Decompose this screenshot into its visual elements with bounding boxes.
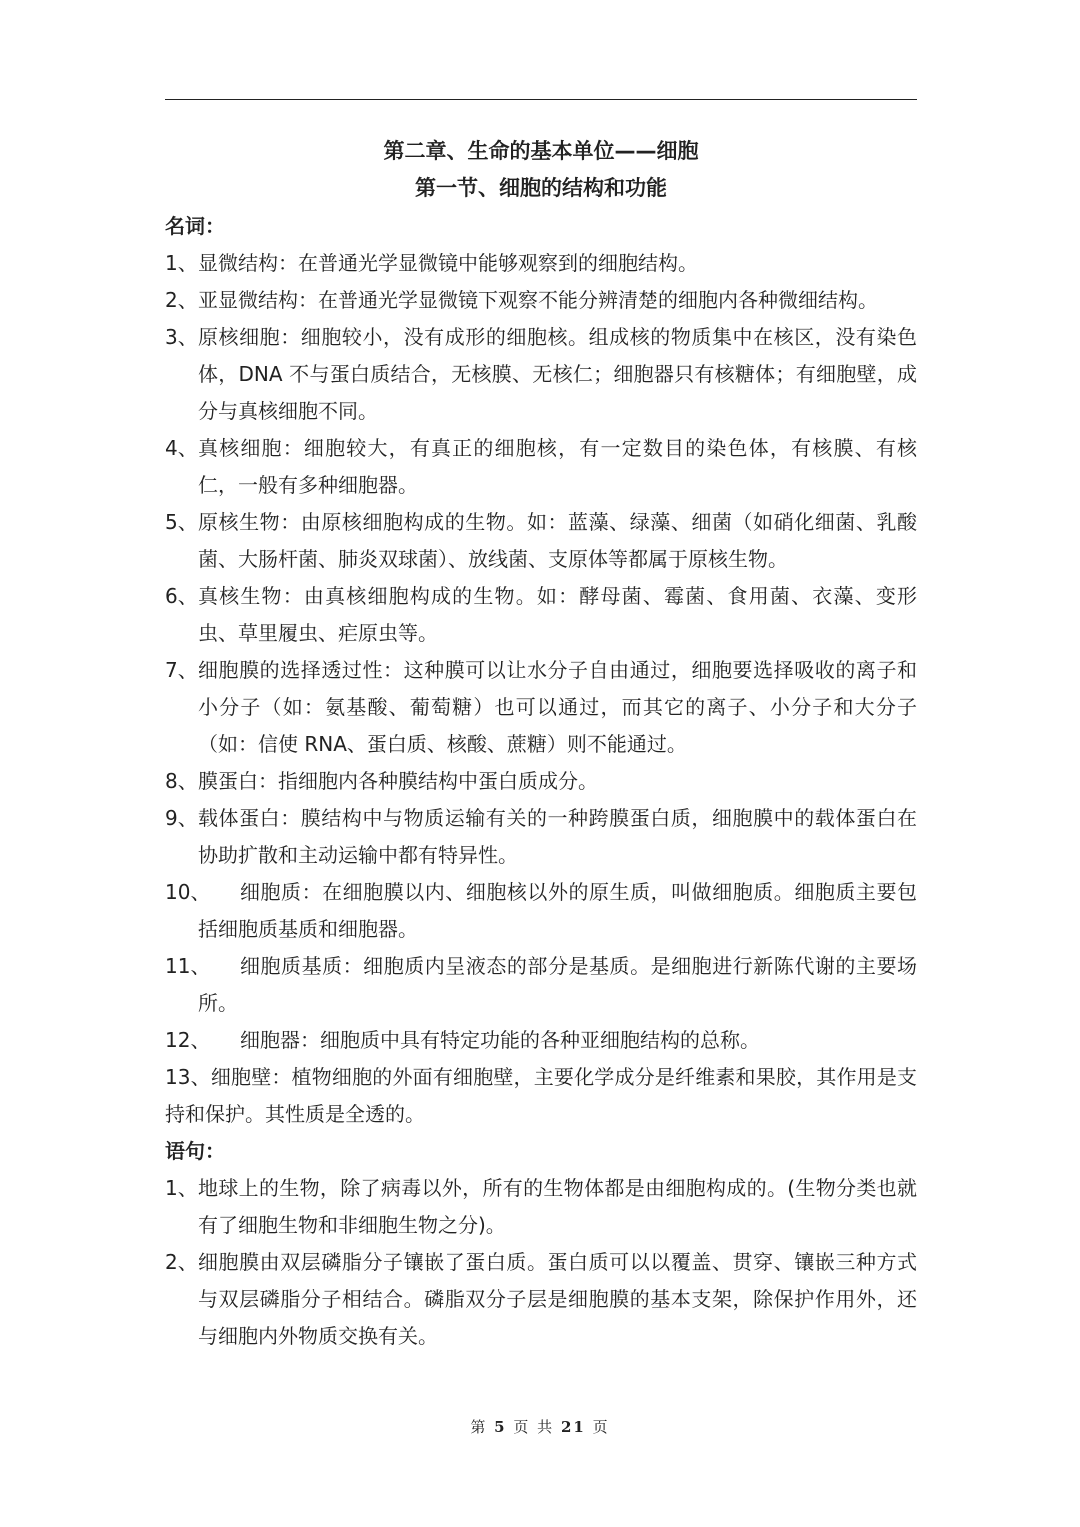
term-item xyxy=(165,282,917,319)
term-item xyxy=(165,874,917,948)
item-number: 4、 xyxy=(165,436,198,460)
item-text: 细胞质基质：细胞质内呈液态的部分是基质。是细胞进行新陈代谢的主要场所。 xyxy=(198,954,917,1015)
term-item xyxy=(165,578,917,652)
item-number: 6、 xyxy=(165,584,198,608)
sentence-item xyxy=(165,1244,917,1355)
term-item xyxy=(165,245,917,282)
item-text: 地球上的生物，除了病毒以外，所有的生物体都是由细胞构成的。(生物分类也就有了细胞生物和非细胞生物之分)。 xyxy=(198,1176,917,1237)
item-number: 8、 xyxy=(165,769,198,793)
item-text: 原核生物：由原核细胞构成的生物。如：蓝藻、绿藻、细菌（如硝化细菌、乳酸菌、大肠杆菌、肺炎双球菌）、放线菌、支原体等都属于原核生物。 xyxy=(198,510,917,571)
item-text: 真核生物：由真核细胞构成的生物。如：酵母菌、霉菌、食用菌、衣藻、变形虫、草里履虫、疟原虫等。 xyxy=(198,584,917,645)
item-number: 9、 xyxy=(165,806,198,830)
item-text: 真核细胞：细胞较大，有真正的细胞核，有一定数目的染色体，有核膜、有核仁，一般有多种细胞器。 xyxy=(198,436,917,497)
terms-heading: 名词： xyxy=(165,214,225,238)
document-body xyxy=(165,208,917,1355)
term-item xyxy=(165,1022,917,1059)
term-item xyxy=(165,504,917,578)
item-text: 细胞器：细胞质中具有特定功能的各种亚细胞结构的总称。 xyxy=(240,1028,760,1052)
term-item xyxy=(165,430,917,504)
item-text: 显微结构：在普通光学显微镜中能够观察到的细胞结构。 xyxy=(198,251,698,275)
item-number: 13、 xyxy=(165,1065,211,1089)
footer-prefix: 第 xyxy=(470,1418,488,1436)
term-item xyxy=(165,763,917,800)
sentences-heading: 语句： xyxy=(165,1139,225,1163)
item-text: 载体蛋白：膜结构中与物质运输有关的一种跨膜蛋白质，细胞膜中的载体蛋白在协助扩散和主动运输中都有特异性。 xyxy=(198,806,917,867)
footer-middle: 页 共 xyxy=(513,1418,555,1436)
term-item xyxy=(165,1059,917,1133)
footer-suffix: 页 xyxy=(592,1418,610,1436)
item-number: 1、 xyxy=(165,1176,198,1200)
term-item xyxy=(165,948,917,1022)
sentence-item xyxy=(165,1170,917,1244)
header-rule xyxy=(165,99,917,100)
item-number: 5、 xyxy=(165,510,198,534)
term-item xyxy=(165,319,917,430)
item-number: 2、 xyxy=(165,288,198,312)
item-number: 11、 xyxy=(165,954,211,978)
item-text: 细胞膜由双层磷脂分子镶嵌了蛋白质。蛋白质可以以覆盖、贯穿、镶嵌三种方式与双层磷脂分子相结合。磷脂双分子层是细胞膜的基本支架，除保护作用外，还与细胞内外物质交换有关。 xyxy=(198,1250,917,1348)
item-text: 原核细胞：细胞较小，没有成形的细胞核。组成核的物质集中在核区，没有染色体，DNA 不与蛋白质结合，无核膜、无核仁；细胞器只有核糖体；有细胞壁，成分与真核细胞不同。 xyxy=(198,325,917,423)
item-number: 3、 xyxy=(165,325,198,349)
item-text: 亚显微结构：在普通光学显微镜下观察不能分辨清楚的细胞内各种微细结构。 xyxy=(198,288,878,312)
page-number: 5 xyxy=(494,1418,507,1436)
page-total: 21 xyxy=(560,1418,586,1436)
item-number: 12、 xyxy=(165,1028,211,1052)
section-title: 第一节、细胞的结构和功能 xyxy=(415,176,667,200)
item-text: 细胞壁：植物细胞的外面有细胞壁，主要化学成分是纤维素和果胶，其作用是支持和保护。其性质是全透的。 xyxy=(165,1065,918,1126)
item-number: 1、 xyxy=(165,251,198,275)
page-footer xyxy=(0,1416,1080,1437)
item-text: 膜蛋白：指细胞内各种膜结构中蛋白质成分。 xyxy=(198,769,598,793)
item-text: 细胞质：在细胞膜以内、细胞核以外的原生质，叫做细胞质。细胞质主要包括细胞质基质和细胞器。 xyxy=(198,880,917,941)
item-number: 7、 xyxy=(165,658,198,682)
term-item xyxy=(165,800,917,874)
term-item xyxy=(165,652,917,763)
item-number: 2、 xyxy=(165,1250,198,1274)
item-text: 细胞膜的选择透过性：这种膜可以让水分子自由通过，细胞要选择吸收的离子和小分子（如：氨基酸、葡萄糖）也可以通过，而其它的离子、小分子和大分子（如：信使 RNA、蛋白质、核酸、蔗糖）则不能通过。 xyxy=(198,658,917,756)
item-number: 10、 xyxy=(165,880,211,904)
chapter-title: 第二章、生命的基本单位——细胞 xyxy=(383,139,699,163)
